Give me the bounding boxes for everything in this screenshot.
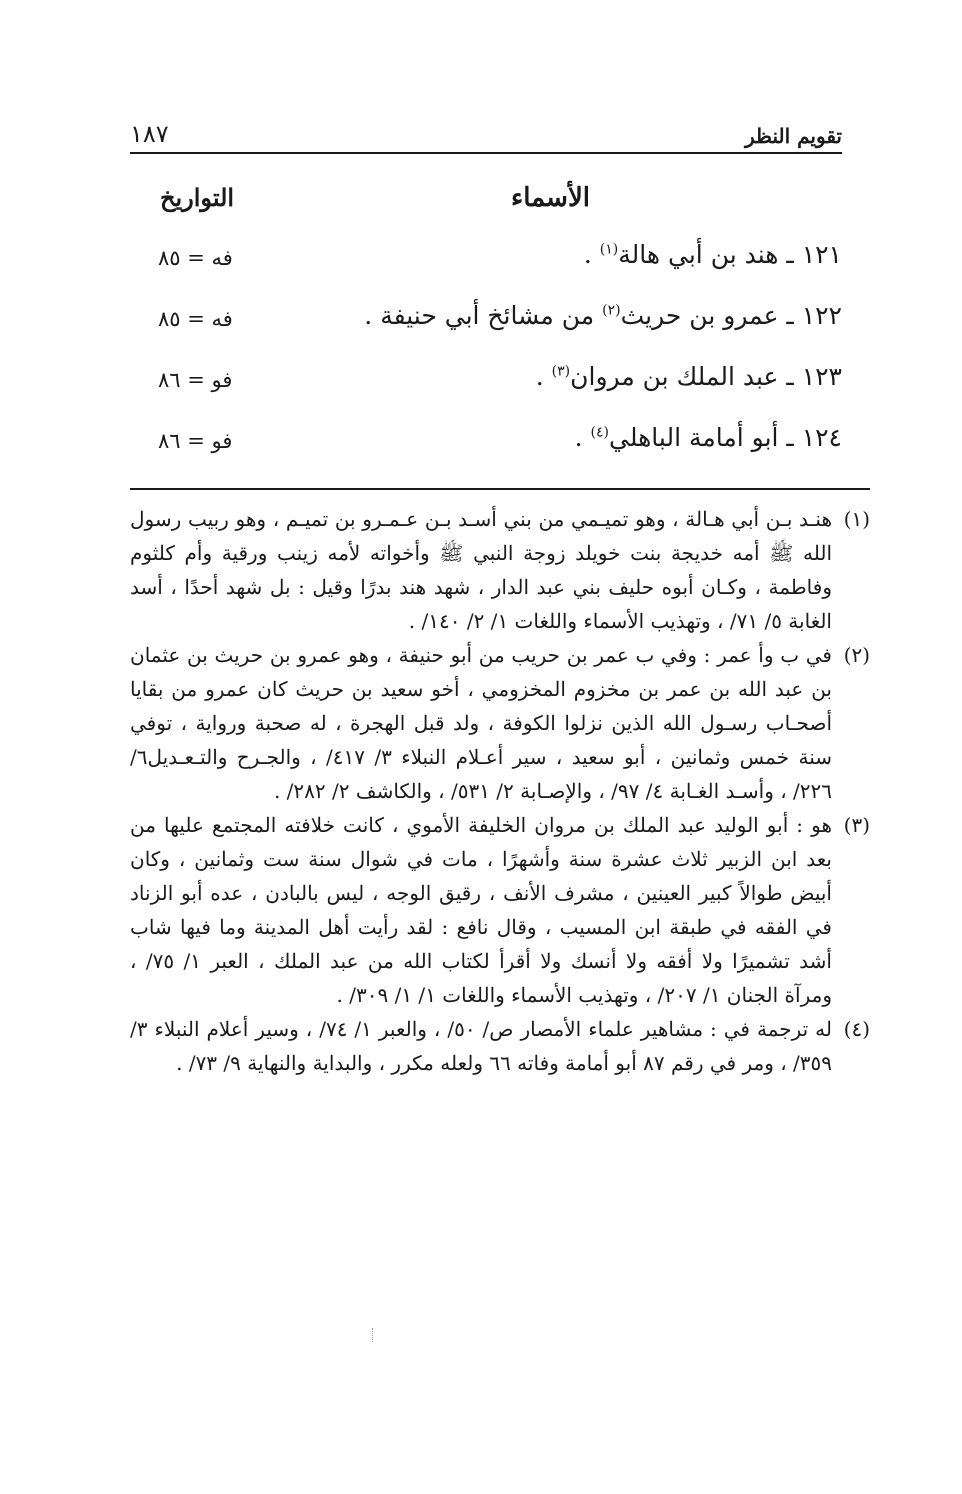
entry-name-text: ١٢٢ ـ عمرو بن حريث: [620, 301, 842, 330]
names-column-label: الأسماء: [510, 183, 590, 213]
entry-suffix: .: [574, 423, 591, 452]
page-number: ١٨٧: [130, 120, 169, 148]
running-head: [130, 112, 842, 148]
footnote-number: (٣): [843, 813, 870, 837]
entry-date: فه = ٨٥: [158, 307, 233, 331]
entry-suffix: من مشائخ أبي حنيفة .: [364, 301, 603, 330]
footnote: [130, 638, 870, 808]
footnote: [130, 1012, 870, 1080]
footnote: [130, 808, 870, 1012]
footnote-text: هنـد بـن أبي هـالة ، وهو تميـمي من بني أسـد بـن عـمـرو بن تميـم ، وهو ربيب رسول الله ﷺ أمه خديجة بنت خويلد زوجة النبي ﷺ وأخواته لأمه زينب ورقية وأم كلثوم وفاطمة ، وكـان أبوه حليف بني عبد الدار ، شهد هند بدرًا وقيل : بل شهد أحدًا ، أسد الغابة ٥/ ٧١/ ، وتهذيب الأسماء واللغات ١/ ٢/ ١٤٠/ .: [130, 507, 832, 633]
footnote-text: هو : أبو الوليد عبد الملك بن مروان الخليفة الأموي ، كانت خلافته المجتمع عليها من بعد ابن الزبير ثلاث عشرة سنة وأشهرًا ، مات في شوال سنة ست وثمانين ، وكان أبيض طوالاً كبير العينين ، مشرف الأنف ، رقيق الوجه ، ليس بالبادن ، عده أبو الزناد في الفقه في طبقة ابن المسيب ، وقال نافع : لقد رأيت أهل المدينة وما فيها شاب أشد تشميرًا ولا أفقه ولا أنسك ولا أقرأ لكتاب الله من عبد الملك ، العبر ١/ ٧٥/ ، ومرآة الجنان ١/ ٢٠٧/ ، وتهذيب الأسماء واللغات ١/ ١/ ٣٠٩/ .: [130, 813, 832, 1007]
scan-mark: [372, 1328, 375, 1342]
entry-date: فو = ٨٦: [158, 368, 233, 392]
entry-name: [536, 362, 842, 391]
list-item: [130, 362, 842, 423]
footnote-ref: (١): [599, 241, 619, 258]
footnotes: [130, 502, 870, 1080]
entry-name-text: ١٢٣ ـ عبد الملك بن مروان: [570, 362, 842, 391]
dates-column-label: التواريخ: [160, 183, 235, 212]
entry-suffix: .: [583, 240, 600, 269]
entries-list: [130, 240, 842, 484]
footnotes-rule: [130, 488, 870, 490]
footnote-number: (٤): [843, 1017, 870, 1041]
footnote-ref: (٤): [590, 424, 609, 441]
footnote-number: (٢): [843, 643, 870, 667]
entry-name: [575, 423, 842, 452]
list-item: [130, 301, 842, 362]
header-rule: [130, 152, 842, 154]
footnote-ref: (٢): [602, 302, 621, 319]
entry-name: [364, 301, 842, 330]
entry-name-text: ١٢٤ ـ أبو أمامة الباهلي: [609, 423, 842, 452]
entry-date: فه = ٨٥: [158, 246, 233, 270]
footnote-text: في ب وأ عمر : وفي ب عمر بن حريب من أبو حنيفة ، وهو عمرو بن حريث بن عثمان بن عبد الله بن عمر بن مخزوم المخزومي ، أخو سعيد بن حريث كان عمرو من بقايا أصحـاب رسـول الله الذين نزلوا الكوفة ، ولد قبل الهجرة ، له صحبة ورواية ، توفي سنة خمس وثمانين ، أبو سعيد ، سير أعـلام النبلاء ٣/ ٤١٧/ ، والجـرح والتـعـديل٦/ ٢٢٦/ ، وأسـد الغـابة ٤/ ٩٧/ ، والإصـابة ٢/ ٥٣١/ ، والكاشف ٢/ ٢٨٢/ .: [130, 643, 833, 803]
footnote: [130, 502, 870, 638]
entry-date: فو = ٨٦: [158, 429, 233, 453]
footnote-text: له ترجمة في : مشاهير علماء الأمصار ص/ ٥٠/ ، والعبر ١/ ٧٤/ ، وسير أعلام النبلاء ٣/ ٣٥٩/ ، ومر في رقم ٨٧ أبو أمامة وفاته ٦٦ ولعله مكرر ، والبداية والنهاية ٩/ ٧٣/ .: [130, 1017, 832, 1075]
list-item: [130, 423, 842, 484]
table-header: [130, 183, 842, 223]
list-item: [130, 240, 842, 301]
footnote-number: (١): [843, 507, 870, 531]
entry-name-text: ١٢١ ـ هند بن أبي هالة: [618, 240, 842, 269]
footnote-ref: (٣): [551, 363, 571, 380]
entry-suffix: .: [535, 362, 552, 391]
entry-name: [584, 240, 842, 269]
book-title: تقويم النظر: [745, 124, 842, 148]
